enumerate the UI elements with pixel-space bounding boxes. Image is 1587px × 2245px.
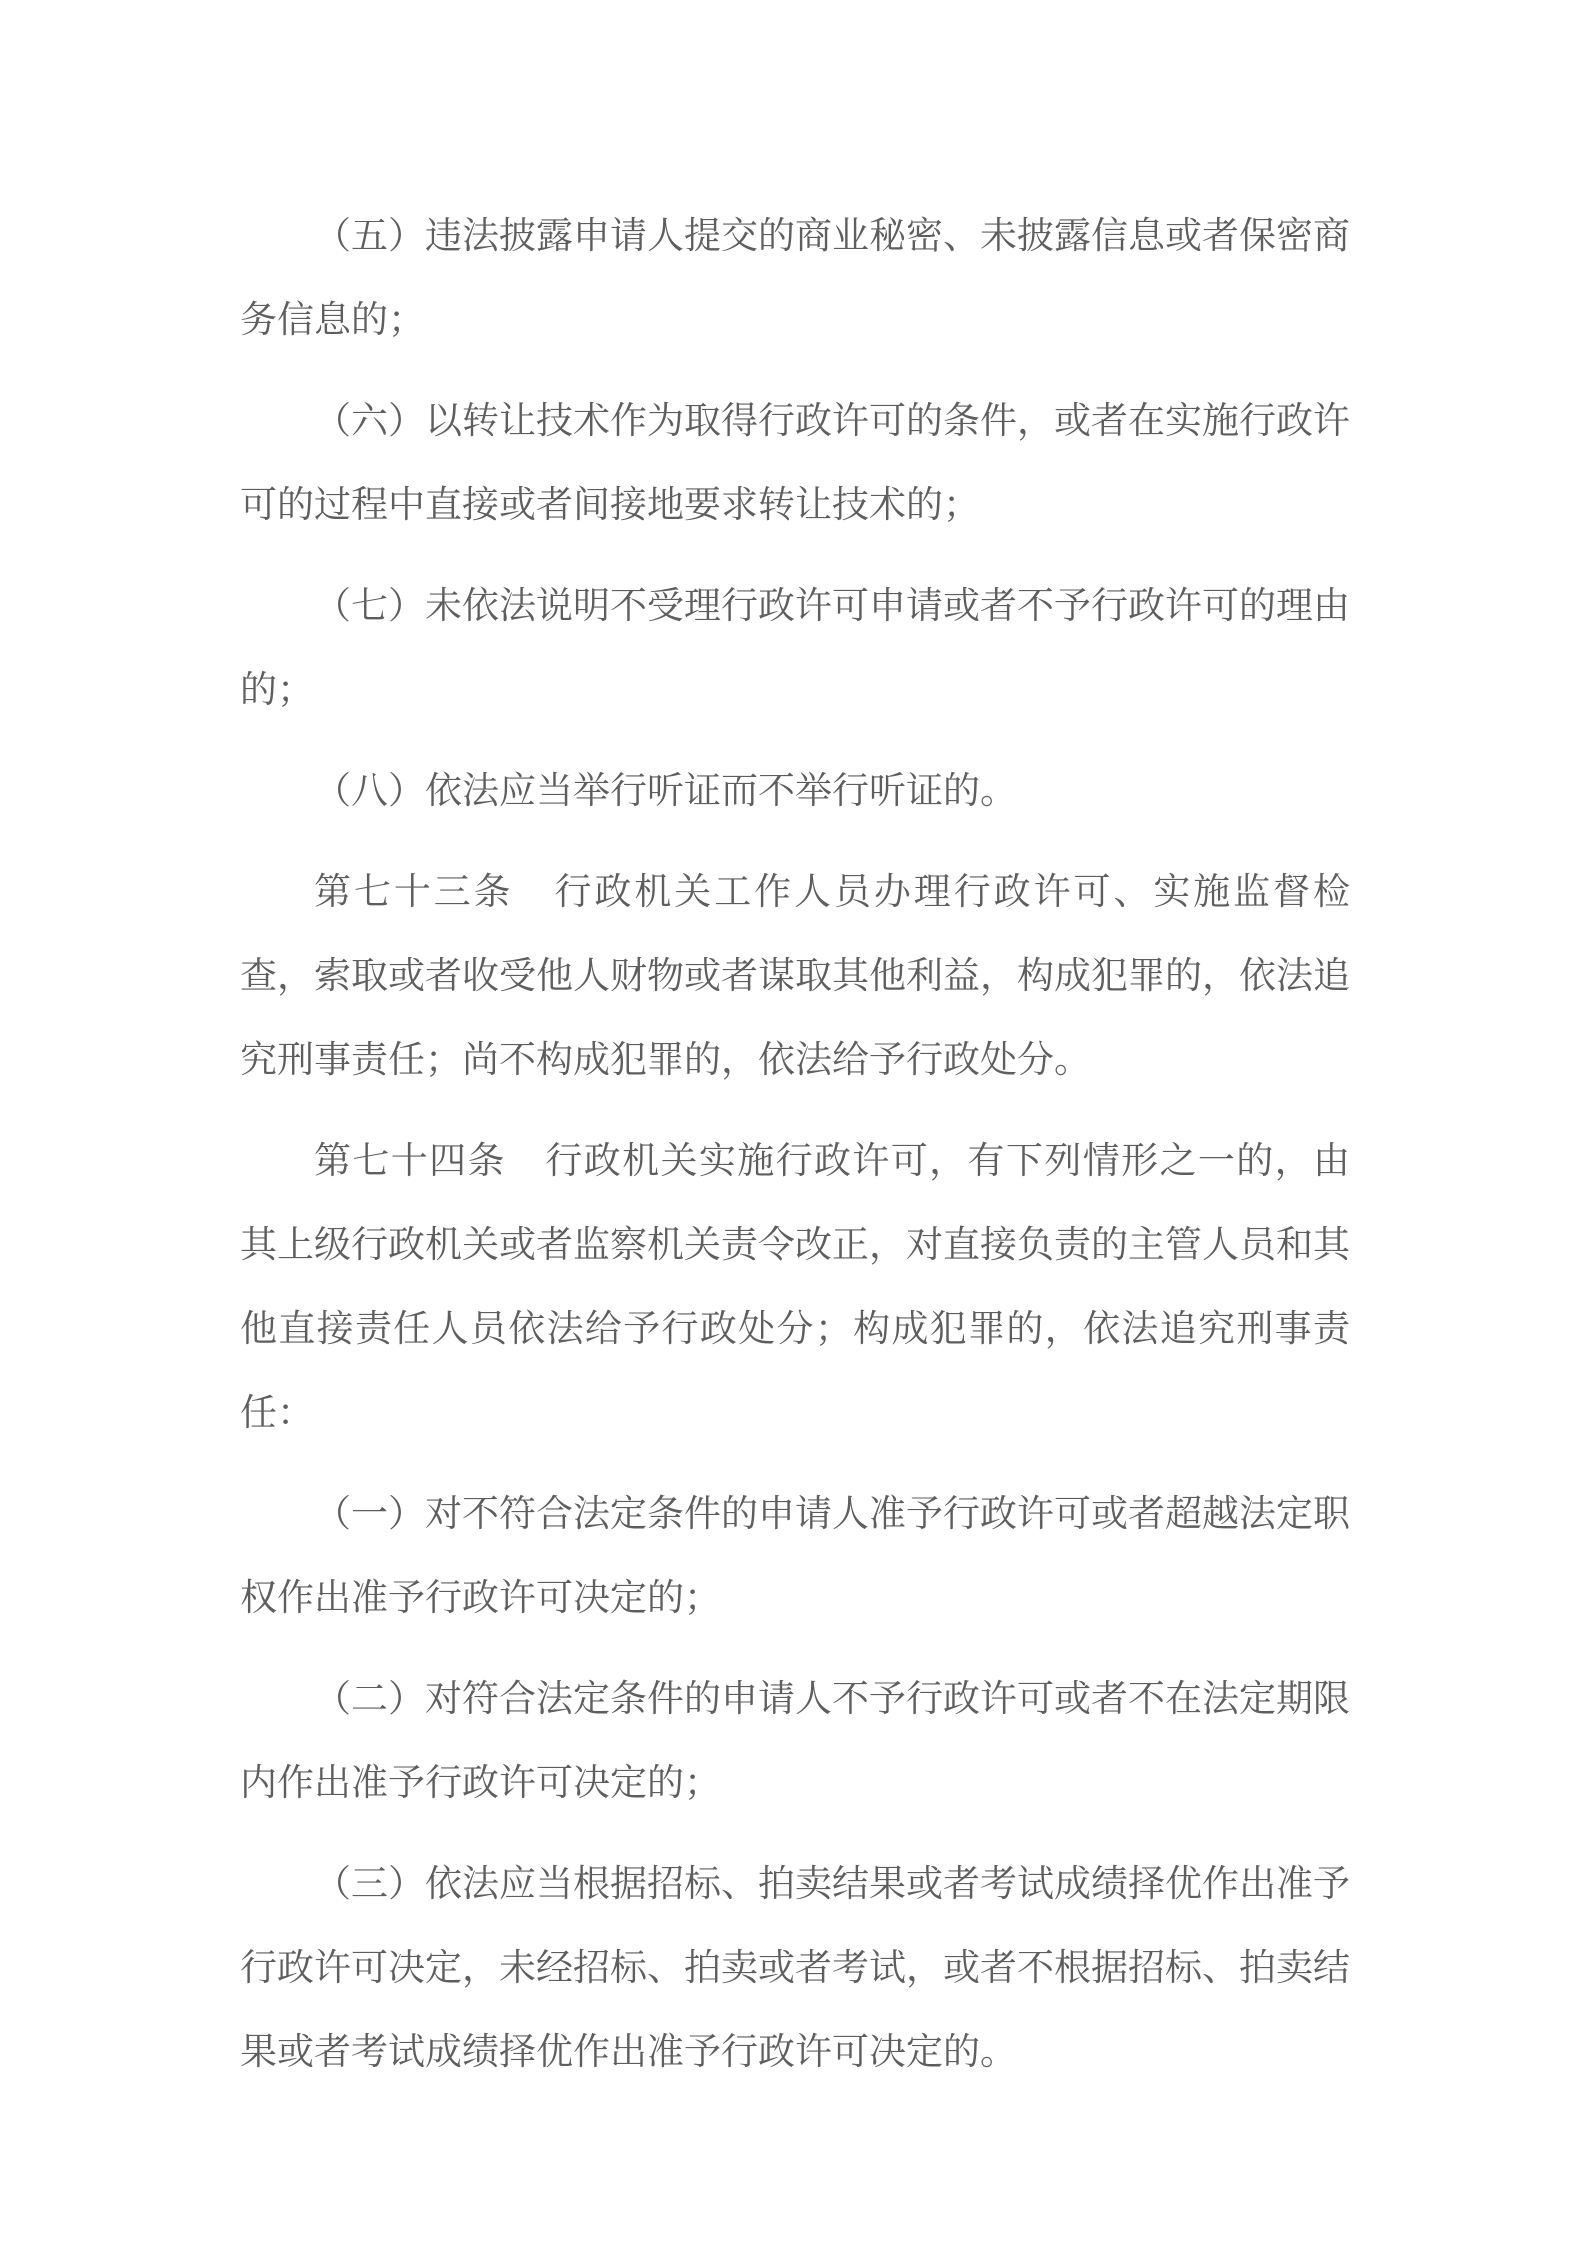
clause-3: （三）依法应当根据招标、拍卖结果或者考试成绩择优作出准予行政许可决定，未经招标、拍卖或者考试，或者不根据招标、拍卖结果或者考试成绩择优作出准予行政许可决定的。 bbox=[240, 1862, 1350, 2073]
clause-6: （六）以转让技术作为取得行政许可的条件，或者在实施行政许可的过程中直接或者间接地要求转让技术的； bbox=[240, 399, 1350, 526]
clause-2: （二）对符合法定条件的申请人不予行政许可或者不在法定期限内作出准予行政许可决定的； bbox=[240, 1677, 1350, 1804]
clause-8: （八）依法应当举行听证而不举行听证的。 bbox=[314, 769, 1017, 812]
article-73 bbox=[240, 850, 1350, 1102]
article-74 bbox=[240, 1119, 1350, 1455]
article-body: 行政机关工作人员办理行政许可、实施监督检查，索取或者收受他人财物或者谋取其他利益，构成犯罪的，依法追究刑事责任；尚不构成犯罪的，依法给予行政处分。 bbox=[240, 870, 1351, 1081]
article-body: 行政机关实施行政许可，有下列情形之一的，由其上级行政机关或者监察机关责令改正，对直接负责的主管人员和其他直接责任人员依法给予行政处分；构成犯罪的，依法追究刑事责任： bbox=[240, 1139, 1351, 1434]
clause-1: （一）对不符合法定条件的申请人准予行政许可或者超越法定职权作出准予行政许可决定的； bbox=[240, 1492, 1350, 1619]
document-page bbox=[240, 194, 1350, 2111]
clause-7: （七）未依法说明不受理行政许可申请或者不予行政许可的理由的； bbox=[240, 584, 1350, 711]
clause-5: （五）违法披露申请人提交的商业秘密、未披露信息或者保密商务信息的； bbox=[240, 214, 1350, 341]
article-number: 第七十四条 bbox=[314, 1139, 506, 1182]
article-number: 第七十三条 bbox=[314, 870, 514, 913]
